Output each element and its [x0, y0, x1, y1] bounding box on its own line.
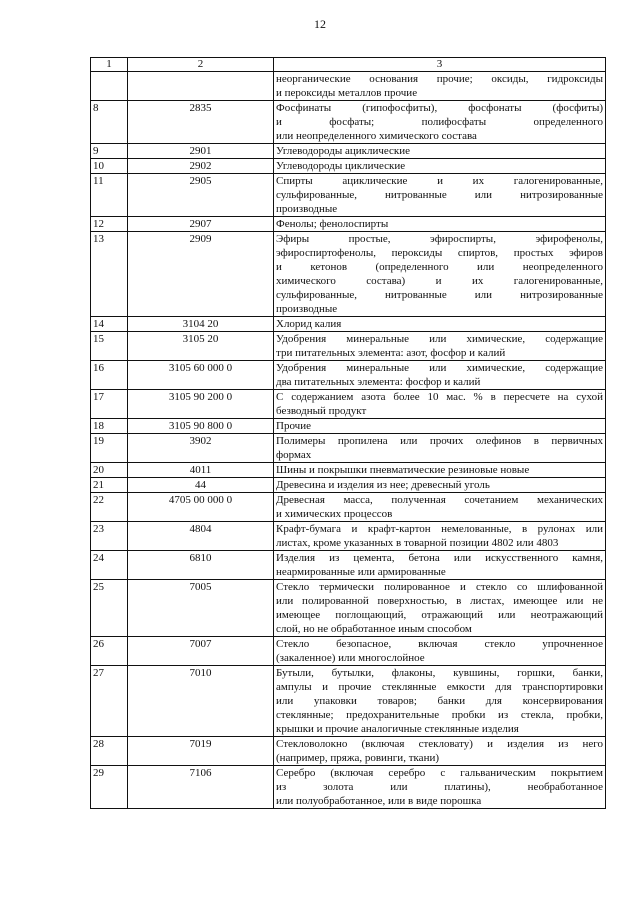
hs-code: 2905 [128, 174, 274, 217]
description-line: неармированные или армированные [276, 566, 446, 578]
description-line: или неопределенного химического состава [276, 130, 477, 142]
description-line: Хлорид калия [276, 318, 342, 330]
table-row [91, 419, 606, 434]
table-row [91, 217, 606, 232]
goods-description [274, 737, 606, 766]
description-line: Стекло безопасное, включая стекло упрочненное [276, 638, 603, 650]
row-number: 20 [91, 463, 128, 478]
row-number: 9 [91, 144, 128, 159]
description-line: или полированной поверхностью, в листах, имеющее или не [276, 595, 603, 607]
goods-description [274, 766, 606, 809]
description-line: два питательных элемента: фосфор и калий [276, 376, 481, 388]
row-number: 19 [91, 434, 128, 463]
description-line: Фосфинаты (гипофосфиты), фосфонаты (фосфиты) [276, 102, 603, 114]
row-number: 8 [91, 101, 128, 144]
description-line: Шины и покрышки пневматические резиновые новые [276, 464, 530, 476]
description-line: Стекловолокно (включая стекловату) и изделия из него [276, 738, 603, 750]
description-line: Стекло термически полированное и стекло со шлифованной [276, 581, 603, 593]
description-line: три питательных элемента: азот, фосфор и калий [276, 347, 506, 359]
description-line: Полимеры пропилена или прочих олефинов в первичных [276, 435, 603, 447]
row-number: 16 [91, 361, 128, 390]
table-row [91, 522, 606, 551]
description-line: или упаковки товаров; банки для консервирования [276, 695, 603, 707]
table-row [91, 637, 606, 666]
description-line: Удобрения минеральные или химические, содержащие [276, 362, 603, 374]
description-line: сульфированные, нитрованные или нитрозированные [276, 189, 603, 201]
row-number: 12 [91, 217, 128, 232]
description-line: Эфиры простые, эфироспирты, эфирофенолы, [276, 233, 603, 245]
hs-code: 3105 90 800 0 [128, 419, 274, 434]
goods-description [274, 159, 606, 174]
description-line: листах, кроме указанных в товарной позиции 4802 или 4803 [276, 537, 559, 549]
table-row [91, 463, 606, 478]
description-line: ампулы и прочие стеклянные емкости для транспортировки [276, 681, 603, 693]
hs-code: 2907 [128, 217, 274, 232]
description-line: или полуобработанное, или в виде порошка [276, 795, 482, 807]
table-row [91, 493, 606, 522]
description-line: крышки и прочие аналогичные стеклянные изделия [276, 723, 519, 735]
table-row [91, 144, 606, 159]
goods-description [274, 419, 606, 434]
goods-description [274, 434, 606, 463]
header-col-2: 2 [128, 58, 274, 72]
description-line: стеклянные; предохранительные пробки из стекла, пробки, [276, 709, 603, 721]
goods-description [274, 174, 606, 217]
description-line: химического состава) и их галогенированные, [276, 275, 603, 287]
description-line: из золота или платины), необработанное [276, 781, 603, 793]
description-line: (например, пряжа, ровинги, ткани) [276, 752, 440, 764]
row-number: 25 [91, 580, 128, 637]
hs-code: 7007 [128, 637, 274, 666]
description-line: Удобрения минеральные или химические, содержащие [276, 333, 603, 345]
goods-description [274, 493, 606, 522]
description-line: и фосфаты; полифосфаты определенного [276, 116, 603, 128]
row-number: 11 [91, 174, 128, 217]
hs-code: 7005 [128, 580, 274, 637]
hs-code: 3105 20 [128, 332, 274, 361]
table-row [91, 174, 606, 217]
hs-code: 2835 [128, 101, 274, 144]
table-row [91, 766, 606, 809]
row-number: 26 [91, 637, 128, 666]
row-number: 15 [91, 332, 128, 361]
hs-code [128, 72, 274, 101]
goods-table [90, 57, 606, 809]
row-number: 29 [91, 766, 128, 809]
description-line: Серебро (включая серебро с гальваническим покрытием [276, 767, 603, 779]
row-number: 22 [91, 493, 128, 522]
goods-description [274, 551, 606, 580]
table-row [91, 737, 606, 766]
description-line: производные [276, 203, 338, 215]
table-row [91, 232, 606, 317]
row-number: 18 [91, 419, 128, 434]
table-row [91, 72, 606, 101]
table-row [91, 666, 606, 737]
description-line: эфироспиртофенолы, пероксиды спиртов, простых эфиров [276, 247, 603, 259]
goods-description [274, 72, 606, 101]
table-row [91, 361, 606, 390]
description-line: Изделия из цемента, бетона или искусственного камня, [276, 552, 603, 564]
description-line: Древесная масса, полученная сочетанием механических [276, 494, 603, 506]
row-number: 21 [91, 478, 128, 493]
row-number: 24 [91, 551, 128, 580]
description-line: Фенолы; фенолоспирты [276, 218, 389, 230]
hs-code: 3104 20 [128, 317, 274, 332]
hs-code: 3105 60 000 0 [128, 361, 274, 390]
table-row [91, 159, 606, 174]
hs-code: 44 [128, 478, 274, 493]
goods-description [274, 232, 606, 317]
description-line: сульфированные, нитрованные или нитрозированные [276, 289, 603, 301]
description-line: Углеводороды циклические [276, 160, 406, 172]
description-line: и пероксиды металлов прочие [276, 87, 418, 99]
table-row [91, 101, 606, 144]
description-line: Крафт-бумага и крафт-картон немелованные, в рулонах или [276, 523, 603, 535]
goods-description [274, 522, 606, 551]
row-number: 14 [91, 317, 128, 332]
description-line: Углеводороды ациклические [276, 145, 411, 157]
table-row [91, 580, 606, 637]
hs-code: 7019 [128, 737, 274, 766]
hs-code: 2901 [128, 144, 274, 159]
goods-description [274, 666, 606, 737]
page-number: 12 [314, 17, 326, 31]
goods-description [274, 637, 606, 666]
hs-code: 4804 [128, 522, 274, 551]
header-col-3: 3 [274, 58, 606, 72]
hs-code: 6810 [128, 551, 274, 580]
row-number: 23 [91, 522, 128, 551]
table-row [91, 390, 606, 419]
hs-code: 7010 [128, 666, 274, 737]
goods-description [274, 332, 606, 361]
goods-description [274, 580, 606, 637]
description-line: Прочие [276, 420, 311, 432]
row-number: 17 [91, 390, 128, 419]
row-number [91, 72, 128, 101]
description-line: производные [276, 303, 338, 315]
row-number: 28 [91, 737, 128, 766]
hs-code: 3105 90 200 0 [128, 390, 274, 419]
goods-description [274, 217, 606, 232]
row-number: 27 [91, 666, 128, 737]
hs-code: 4705 00 000 0 [128, 493, 274, 522]
hs-code: 2909 [128, 232, 274, 317]
description-line: безводный продукт [276, 405, 367, 417]
goods-description [274, 390, 606, 419]
description-line: Древесина и изделия из нее; древесный уголь [276, 479, 490, 491]
description-line: С содержанием азота более 10 мас. % в пересчете на сухой [276, 391, 603, 403]
table-row [91, 332, 606, 361]
row-number: 10 [91, 159, 128, 174]
description-line: Бутыли, бутылки, флаконы, кувшины, горшки, банки, [276, 667, 603, 679]
goods-description [274, 361, 606, 390]
goods-description [274, 101, 606, 144]
hs-code: 2902 [128, 159, 274, 174]
goods-description [274, 317, 606, 332]
description-line: неорганические основания прочие; оксиды, гидроксиды [276, 73, 603, 85]
table-header-row [91, 58, 606, 72]
table-row [91, 478, 606, 493]
description-line: (закаленное) или многослойное [276, 652, 425, 664]
description-line: Спирты ациклические и их галогенированные, [276, 175, 603, 187]
table-row [91, 317, 606, 332]
description-line: и химических процессов [276, 508, 393, 520]
goods-description [274, 478, 606, 493]
description-line: и кетонов (определенного или неопределенного [276, 261, 603, 273]
hs-code: 4011 [128, 463, 274, 478]
goods-description [274, 463, 606, 478]
description-line: формах [276, 449, 312, 461]
description-line: слой, но не обработанное иным способом [276, 623, 472, 635]
goods-description [274, 144, 606, 159]
description-line: имеющее поглощающий, отражающий или неотражающий [276, 609, 603, 621]
table-row [91, 551, 606, 580]
hs-code: 3902 [128, 434, 274, 463]
header-col-1: 1 [91, 58, 128, 72]
table-row [91, 434, 606, 463]
row-number: 13 [91, 232, 128, 317]
hs-code: 7106 [128, 766, 274, 809]
